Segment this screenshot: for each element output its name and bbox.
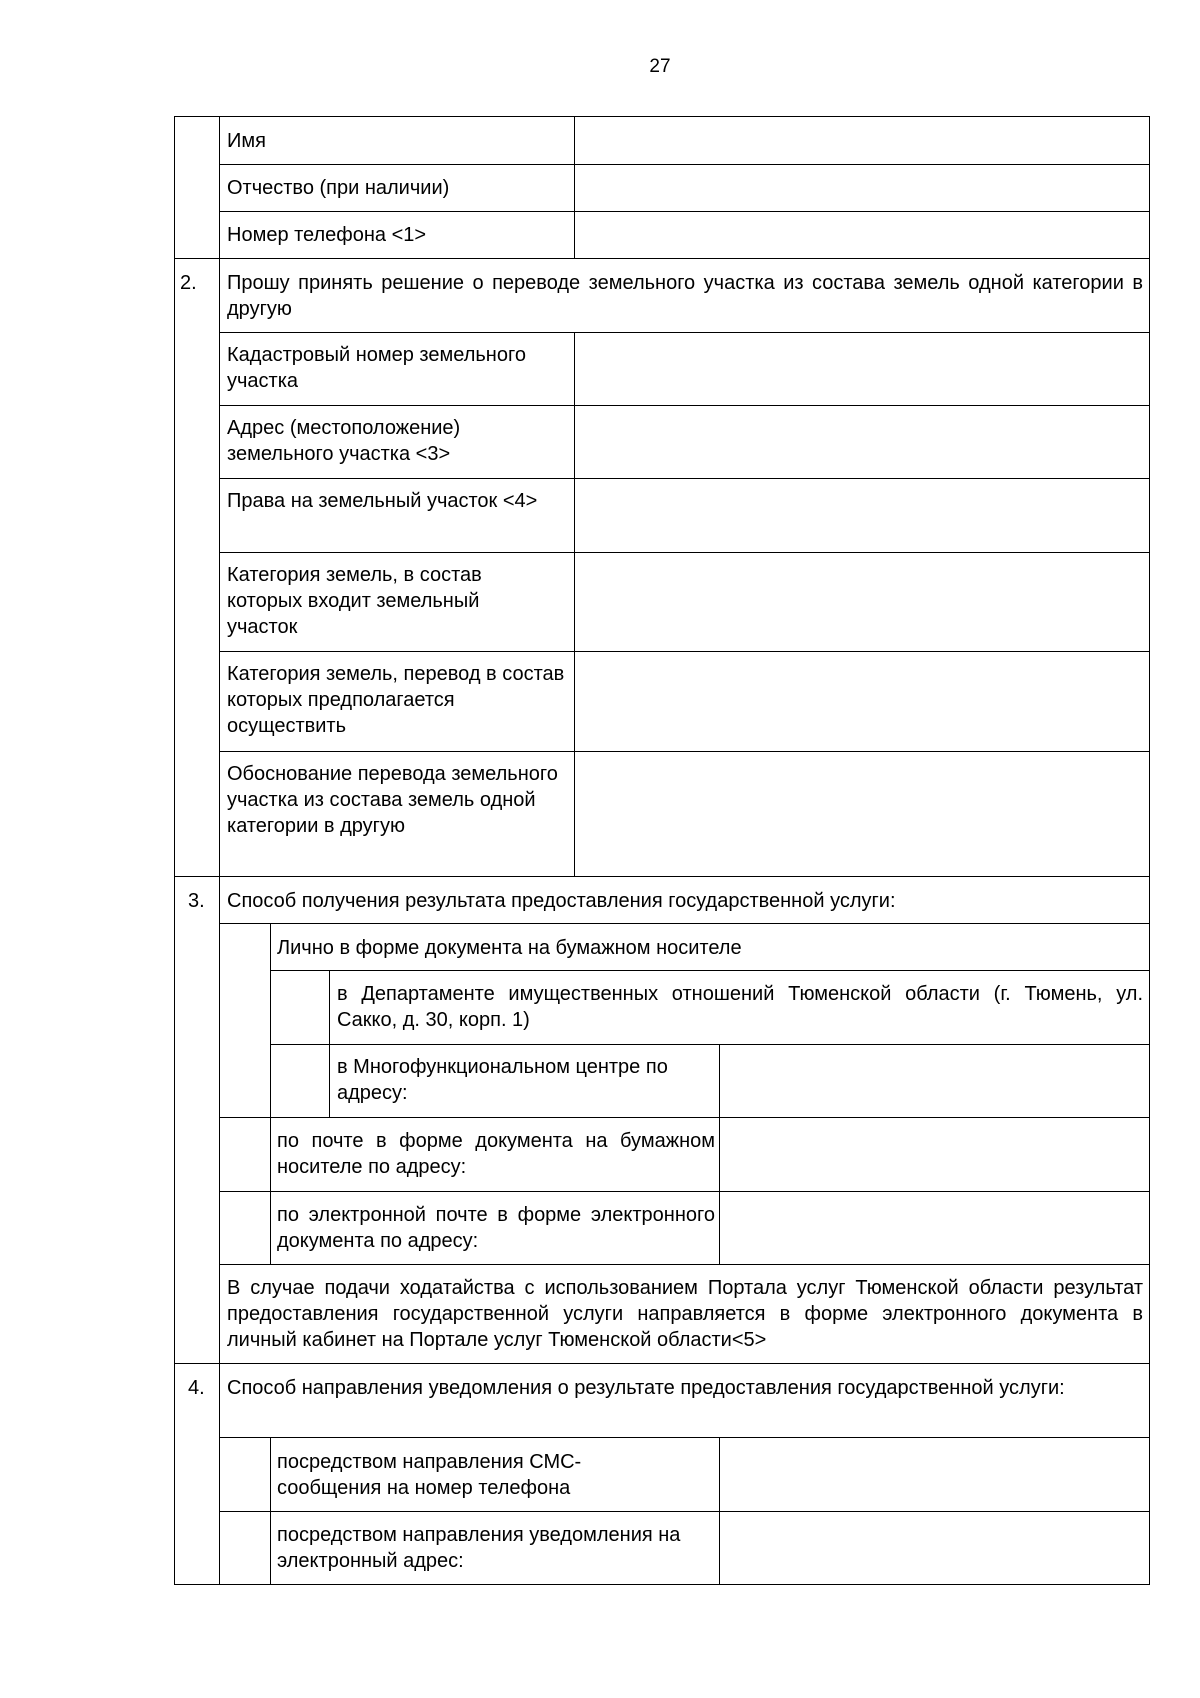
row-line bbox=[219, 923, 1150, 924]
row-line bbox=[219, 332, 1150, 333]
phone-label: Номер телефона <1> bbox=[227, 224, 427, 246]
value-column-line bbox=[574, 116, 575, 259]
row-line bbox=[219, 211, 1150, 212]
mfc-option: в Многофункциональном центре по адресу: bbox=[337, 1056, 668, 1104]
table-border-bottom bbox=[174, 1584, 1150, 1585]
row-line bbox=[219, 1191, 1150, 1192]
row-line bbox=[219, 1437, 1150, 1438]
section-2-heading: Прошу принять решение о переводе земельного участка из состава земель одной категории в другую bbox=[227, 272, 1143, 320]
cadastral-number-label: Кадастровый номер земельного участка bbox=[227, 344, 526, 392]
portal-note: В случае подачи ходатайства с использованием Портала услуг Тюменской области результат предоставления государственной услуги направляется в форме электронного документа в личный кабинет на Портале услуг Тюменской области<5> bbox=[227, 1277, 1143, 1351]
target-category-label: Категория земель, перевод в состав которых предполагается осуществить bbox=[227, 663, 565, 737]
row-line bbox=[219, 751, 1150, 752]
row-line bbox=[174, 876, 1150, 877]
table-border-left bbox=[174, 116, 175, 1585]
email-notification-option: посредством направления уведомления на электронный адрес: bbox=[277, 1524, 681, 1572]
indent-column-line bbox=[270, 1437, 271, 1585]
row-line bbox=[270, 1044, 1150, 1045]
first-name-label: Имя bbox=[227, 130, 266, 152]
section-4-number: 4. bbox=[188, 1377, 205, 1399]
value-column-line bbox=[574, 332, 575, 877]
row-line bbox=[219, 405, 1150, 406]
section-3-number: 3. bbox=[188, 890, 205, 912]
land-rights-label: Права на земельный участок <4> bbox=[227, 490, 538, 512]
sms-option: посредством направления СМС-сообщения на номер телефона bbox=[277, 1451, 582, 1499]
table-border-right bbox=[1149, 116, 1150, 1585]
row-line bbox=[219, 1117, 1150, 1118]
current-category-label: Категория земель, в состав которых входит земельный участок bbox=[227, 564, 482, 638]
number-column-line bbox=[219, 116, 220, 1585]
section-3-heading: Способ получения результата предоставления государственной услуги: bbox=[227, 890, 896, 912]
value-column-line bbox=[719, 1044, 720, 1265]
page-number: 27 bbox=[649, 56, 671, 77]
by-mail-option: по почте в форме документа на бумажном носителе по адресу: bbox=[277, 1130, 715, 1178]
value-column-line bbox=[719, 1437, 720, 1585]
row-line bbox=[219, 1511, 1150, 1512]
row-line bbox=[219, 478, 1150, 479]
by-email-option: по электронной почте в форме электронного документа по адресу: bbox=[277, 1204, 715, 1252]
address-label: Адрес (местоположение) земельного участка <3> bbox=[227, 417, 461, 465]
row-line bbox=[219, 651, 1150, 652]
table-border-top bbox=[174, 116, 1150, 117]
sub-indent-column-line bbox=[329, 970, 330, 1118]
row-line bbox=[270, 970, 1150, 971]
row-line bbox=[219, 164, 1150, 165]
in-person-option: Лично в форме документа на бумажном носителе bbox=[277, 937, 742, 959]
row-line bbox=[174, 1363, 1150, 1364]
row-line bbox=[219, 552, 1150, 553]
application-form-table bbox=[174, 116, 1150, 1590]
section-2-number: 2. bbox=[180, 272, 197, 294]
department-option: в Департаменте имущественных отношений Тюменской области (г. Тюмень, ул. Сакко, д. 30, корп. 1) bbox=[337, 983, 1143, 1031]
indent-column-line bbox=[270, 923, 271, 1264]
row-line bbox=[219, 1264, 1150, 1265]
row-line bbox=[174, 258, 1150, 259]
patronymic-label: Отчество (при наличии) bbox=[227, 177, 450, 199]
transfer-justification-label: Обоснование перевода земельного участка из состава земель одной категории в другую bbox=[227, 763, 558, 837]
section-4-heading: Способ направления уведомления о результате предоставления государственной услуги: bbox=[227, 1377, 1065, 1399]
